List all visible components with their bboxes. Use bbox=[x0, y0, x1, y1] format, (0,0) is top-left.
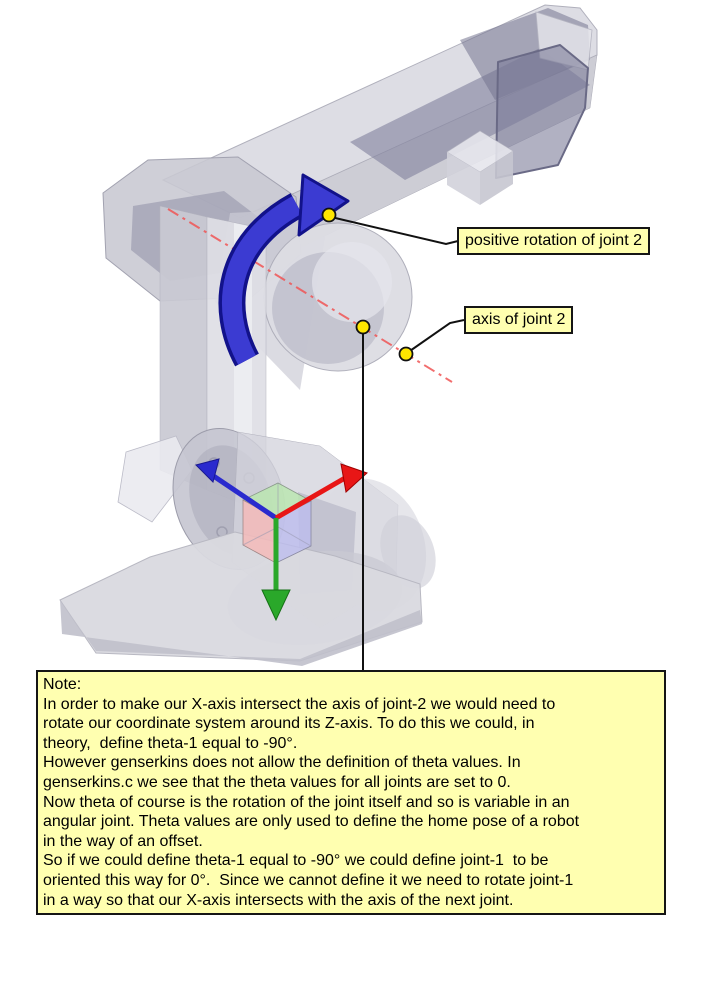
note-line: angular joint. Theta values are only used to define the home pose of a robot bbox=[43, 813, 580, 831]
note-line: in a way so that our X-axis intersects with the axis of the next joint. bbox=[43, 891, 514, 909]
callout-positive-rotation: positive rotation of joint 2 bbox=[457, 227, 650, 255]
marker-dot-axis-mid bbox=[357, 321, 370, 334]
note-line: In order to make our X-axis intersect the axis of joint-2 we would need to bbox=[43, 695, 556, 713]
marker-dot-rotation bbox=[323, 209, 336, 222]
note-line: genserkins.c we see that the theta values for all joints are set to 0. bbox=[43, 773, 511, 791]
note-line: However genserkins does not allow the definition of theta values. In bbox=[43, 754, 521, 772]
marker-dot-axis-right bbox=[400, 348, 413, 361]
note-title: Note: bbox=[43, 676, 82, 693]
note-line: oriented this way for 0°. Since we cannot define it we need to rotate joint-1 bbox=[43, 871, 574, 889]
note-line: Now theta of course is the rotation of the joint itself and so is variable in an bbox=[43, 793, 570, 811]
note-box bbox=[36, 670, 666, 915]
note-line: in the way of an offset. bbox=[43, 832, 203, 850]
note-line: rotate our coordinate system around its Z-axis. To do this we could, in bbox=[43, 715, 535, 733]
note-line: So if we could define theta-1 equal to -90° we could define joint-1 to be bbox=[43, 852, 549, 870]
leader-line-axis bbox=[407, 320, 464, 353]
callout-axis-of-joint: axis of joint 2 bbox=[464, 306, 573, 334]
note-line: theory, define theta-1 equal to -90°. bbox=[43, 734, 298, 752]
note-lines bbox=[43, 695, 659, 911]
joint2-cylinder-face-highlight bbox=[312, 242, 392, 322]
